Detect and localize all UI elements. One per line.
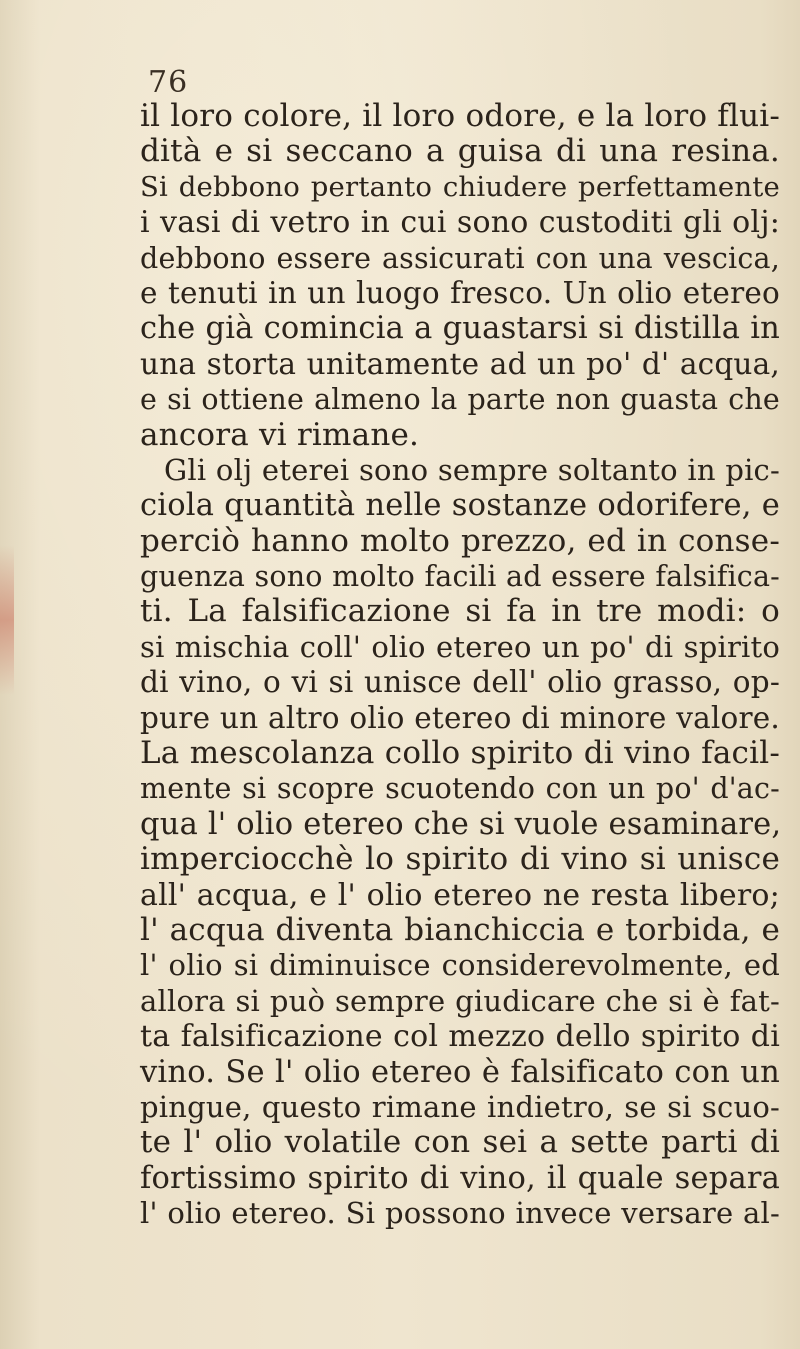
text-line: mente si scopre scuotendo con un po' d'ac- (140, 772, 780, 806)
page-number: 76 (148, 65, 189, 100)
text-line: perciò hanno molto prezzo, ed in conse- (140, 522, 780, 559)
text-line: e tenuti in un luogo fresco. Un olio etereo (140, 275, 780, 310)
text-line: pingue, questo rimane indietro, se si scuo- (140, 1089, 780, 1124)
text-line: allora si può sempre giudicare che si è fat- (140, 983, 780, 1018)
page-edge-stain (0, 545, 14, 695)
text-line: qua l' olio etereo che si vuole esaminare, (140, 806, 782, 842)
text-line: debbono essere assicurati con una vescica, (140, 241, 780, 275)
text-line: dità e si seccano a guisa di una resina. (140, 133, 780, 170)
text-line: imperciocchè lo spirito di vino si unisce (140, 841, 780, 878)
text-line: La mescolanza collo spirito di vino facil- (140, 735, 780, 772)
text-line: una storta unitamente ad un po' d' acqua, (140, 346, 780, 381)
text-line: si mischia coll' olio etereo un po' di spirito (140, 629, 780, 664)
text-line: ta falsificazione col mezzo dello spirito di (140, 1019, 780, 1055)
text-line: guenza sono molto facili ad essere falsifica- (140, 560, 780, 594)
text-line: di vino, o vi si unisce dell' olio grasso, op- (140, 665, 780, 700)
text-line: ciola quantità nelle sostanze odorifere, e (140, 488, 780, 524)
text-line: te l' olio volatile con sei a sette parti di (140, 1124, 780, 1161)
text-line: pure un altro olio etereo di minore valore. (140, 700, 780, 735)
text-line: il loro colore, il loro odore, e la loro flui- (140, 98, 781, 134)
text-line: fortissimo spirito di vino, il quale separa (140, 1160, 780, 1196)
text-line: vino. Se l' olio etereo è falsificato con un (140, 1054, 780, 1090)
paragraph-start-line: Gli olj eterei sono sempre soltanto in pic- (164, 452, 780, 487)
text-line: e si ottiene almeno la parte non guasta che (140, 383, 780, 417)
text-line: l' olio etereo. Si possono invece versare al- (140, 1196, 780, 1231)
text-line: che già comincia a guastarsi si distilla in (140, 311, 780, 347)
paragraph-end-line: ancora vi rimane. (140, 416, 420, 453)
body-text (140, 99, 780, 1232)
text-line: l' acqua diventa bianchiccia e torbida, e (140, 911, 780, 948)
text-line: all' acqua, e l' olio etereo ne resta libero; (140, 877, 780, 913)
text-line: i vasi di vetro in cui sono custoditi gli olj: (140, 205, 780, 241)
text-line: Si debbono pertanto chiudere perfettamente (140, 170, 780, 203)
text-line: l' olio si diminuisce considerevolmente, ed (140, 948, 780, 983)
text-line: ti. La falsificazione si fa in tre modi: o (140, 593, 780, 630)
